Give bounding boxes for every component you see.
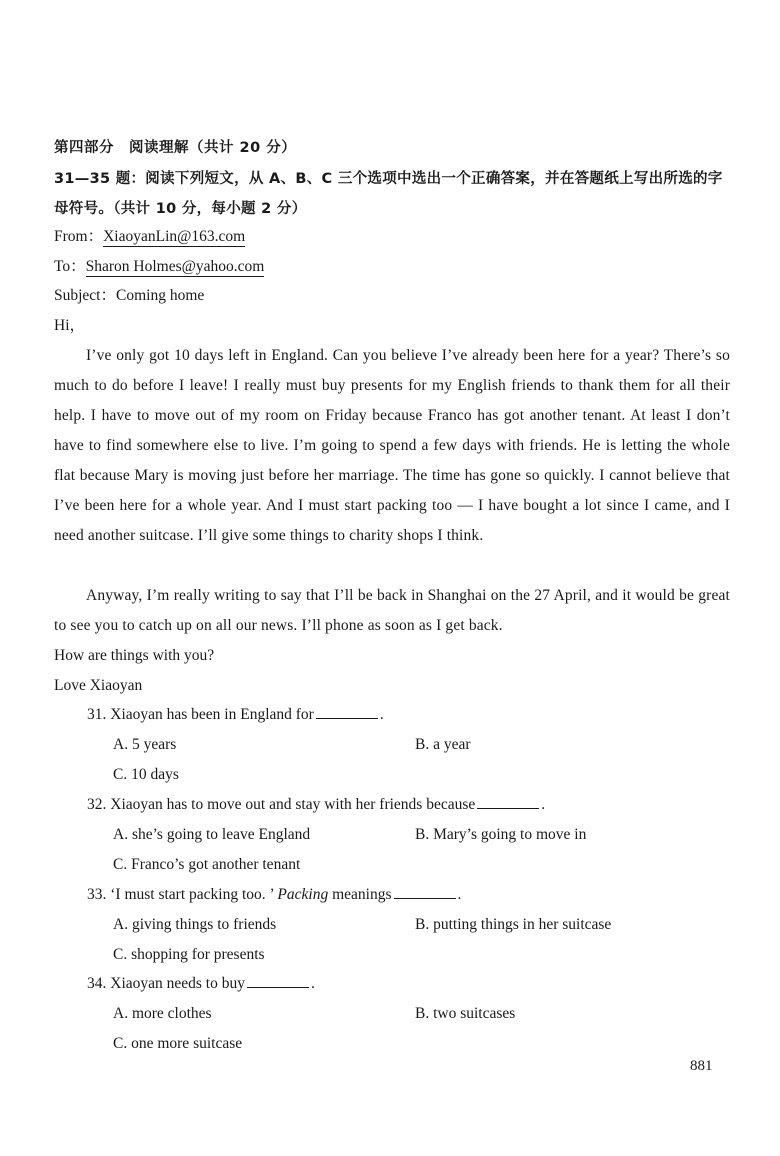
section-heading: 第四部分 阅读理解（共计 20 分）: [54, 140, 297, 156]
question-33-text: 33. ‘I must start packing too. ’: [87, 886, 274, 903]
email-from-label: From：: [54, 228, 104, 245]
question-31-stem: 31. Xiaoyan has been in England for .: [87, 700, 384, 730]
answer-blank: [247, 971, 309, 988]
question-33-option-b: B. putting things in her suitcase: [415, 916, 612, 933]
question-33-option-a: A. giving things to friends: [113, 916, 277, 933]
question-34-stem: 34. Xiaoyan needs to buy .: [87, 969, 315, 999]
question-31-option-b: B. a year: [415, 736, 471, 753]
question-33-stem: 33. ‘I must start packing too. ’ Packing meanings .: [87, 880, 461, 910]
email-greeting: Hi，: [54, 317, 86, 334]
question-34-option-c: C. one more suitcase: [113, 1035, 243, 1052]
email-closing-question: How are things with you?: [54, 647, 215, 664]
email-paragraph-1: I’ve only got 10 days left in England. Can you believe I’ve already been here for a year? There’s so much to do before I leave! I really must buy presents for my English friends to thank them for all their help. I have to move out of my room on Friday because Franco has got another tenant. At least I don’t have to find somewhere else to live. I’m going to spend a few days with friends. He is letting the whole flat because Mary is moving just before her marriage. The time has gone so quickly. I cannot believe that I’ve been here for a whole year. And I must start packing too — I have bought a lot since I came, and I need another suitcase. I’ll give some things to charity shops I think.: [54, 347, 730, 544]
email-subject-label: Subject：: [54, 287, 116, 304]
email-from-line: [54, 222, 730, 252]
email-to-line: [54, 252, 730, 282]
answer-blank: [477, 792, 539, 809]
question-32-stem: 32. Xiaoyan has to move out and stay with her friends because .: [87, 790, 545, 820]
question-33-italic-word: Packing: [277, 886, 329, 903]
question-33-option-c: C. shopping for presents: [113, 946, 265, 963]
email-paragraph-2: Anyway, I’m really writing to say that I’ll be back in Shanghai on the 27 April, and it would be great to see you to catch up on all our news. I’ll phone as soon as I get back.: [54, 587, 730, 634]
question-32-text: 32. Xiaoyan has to move out and stay with her friends because: [87, 796, 476, 813]
question-34-text: 34. Xiaoyan needs to buy: [87, 975, 245, 992]
email-to-address: Sharon Holmes@yahoo.com: [85, 258, 265, 275]
email-subject-value: Coming home: [116, 287, 205, 304]
answer-blank: [316, 702, 378, 719]
question-33-text-middle: meanings: [332, 886, 392, 903]
email-from-address: XiaoyanLin@163.com: [103, 228, 246, 245]
email-subject-line: [54, 281, 730, 311]
email-to-label: To：: [54, 258, 86, 275]
email-signoff: Love Xiaoyan: [54, 677, 143, 694]
question-31-option-a: A. 5 years: [113, 736, 177, 753]
question-32-option-a: A. she’s going to leave England: [113, 826, 311, 843]
question-34-option-a: A. more clothes: [113, 1005, 212, 1022]
question-34-option-b: B. two suitcases: [415, 1005, 516, 1022]
question-32-option-b: B. Mary’s going to move in: [415, 826, 587, 843]
section-instruction: 31—35 题：阅读下列短文，从 A、B、C 三个选项中选出一个正确答案，并在答题纸上写出所选的字母符号。（共计 10 分，每小题 2 分）: [54, 171, 723, 217]
page-number: 881: [690, 1058, 713, 1074]
answer-blank: [394, 882, 456, 899]
question-31-text: 31. Xiaoyan has been in England for: [87, 706, 314, 723]
question-32-option-c: C. Franco’s got another tenant: [113, 856, 301, 873]
question-31-option-c: C. 10 days: [113, 766, 179, 783]
